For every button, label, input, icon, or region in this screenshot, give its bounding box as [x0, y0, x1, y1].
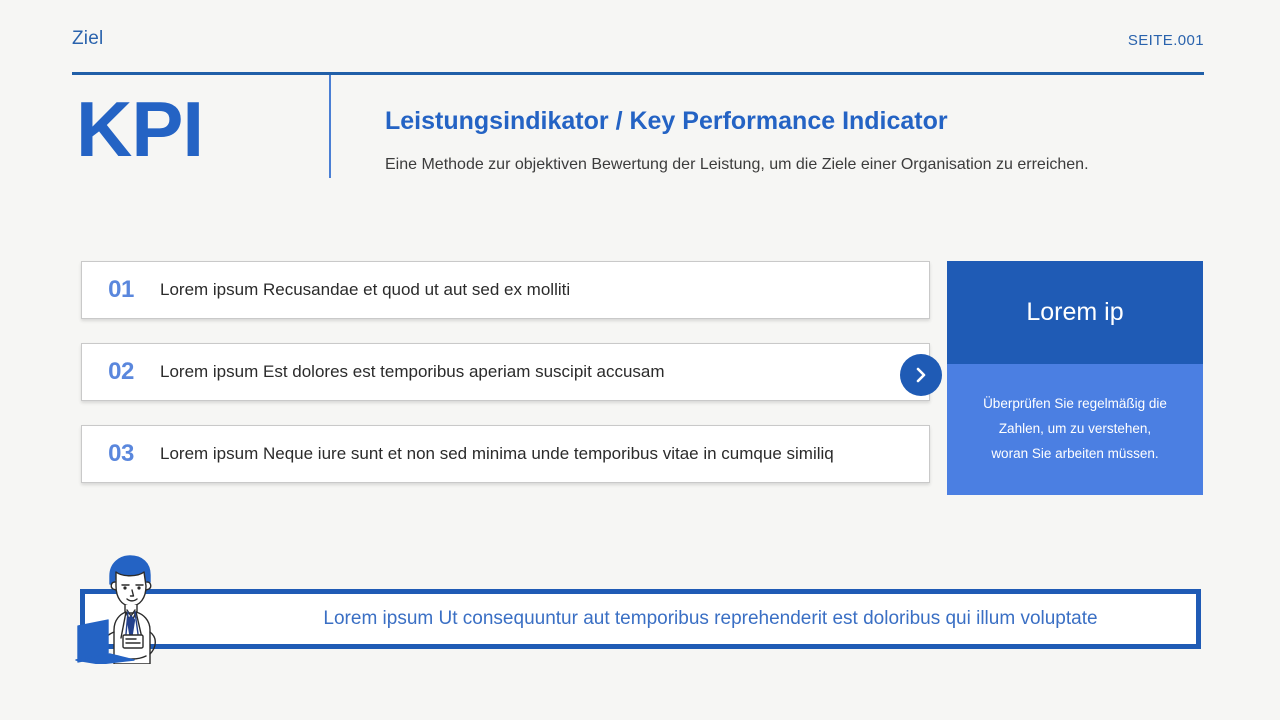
list-item-number: 02: [108, 358, 134, 385]
next-arrow-button[interactable]: [900, 354, 942, 396]
list-item-number: 01: [108, 276, 134, 303]
footer-banner: [80, 589, 1201, 649]
highlight-card-body: [947, 364, 1203, 495]
highlight-card: [947, 261, 1203, 495]
list-item[interactable]: [81, 343, 930, 401]
list-item-label: Lorem ipsum Est dolores est temporibus aperiam suscipit accusam: [160, 362, 665, 381]
businessman-at-laptop-illustration: [74, 552, 194, 664]
list-item[interactable]: [81, 261, 930, 319]
highlight-card-text-line: woran Sie arbeiten müssen.: [991, 445, 1159, 461]
page-subtitle: Eine Methode zur objektiven Bewertung der Leistung, um die Ziele einer Organisation zu erreichen.: [385, 156, 1089, 173]
chevron-right-icon: [913, 366, 929, 384]
highlight-card-text-line: Zahlen, um zu verstehen,: [998, 421, 1152, 437]
highlight-card-text: [983, 392, 1167, 467]
list-item[interactable]: [81, 425, 930, 483]
page-title: Leistungsindikator / Key Performance Indicator: [385, 107, 948, 135]
header-divider-line: [72, 72, 1204, 75]
highlight-card-text-line: Überprüfen Sie regelmäßig die: [983, 396, 1167, 412]
kpi-acronym: KPI: [76, 85, 204, 173]
title-vertical-divider: [329, 75, 331, 178]
kpi-list: [81, 261, 930, 483]
highlight-card-title: Lorem ip: [1026, 298, 1124, 326]
slide-header: [72, 28, 1204, 74]
header-section-label: Ziel: [72, 28, 104, 49]
list-item-number: 03: [108, 440, 134, 467]
list-item-label: Lorem ipsum Neque iure sunt et non sed minima unde temporibus vitae in cumque similiq: [160, 444, 834, 463]
footer-banner-text: Lorem ipsum Ut consequuntur aut temporibus reprehenderit est doloribus qui illum voluptate: [323, 608, 1098, 629]
list-item-label: Lorem ipsum Recusandae et quod ut aut sed ex molliti: [160, 280, 571, 299]
highlight-card-header: [947, 261, 1203, 364]
header-page-number: SEITE.001: [1127, 32, 1204, 49]
